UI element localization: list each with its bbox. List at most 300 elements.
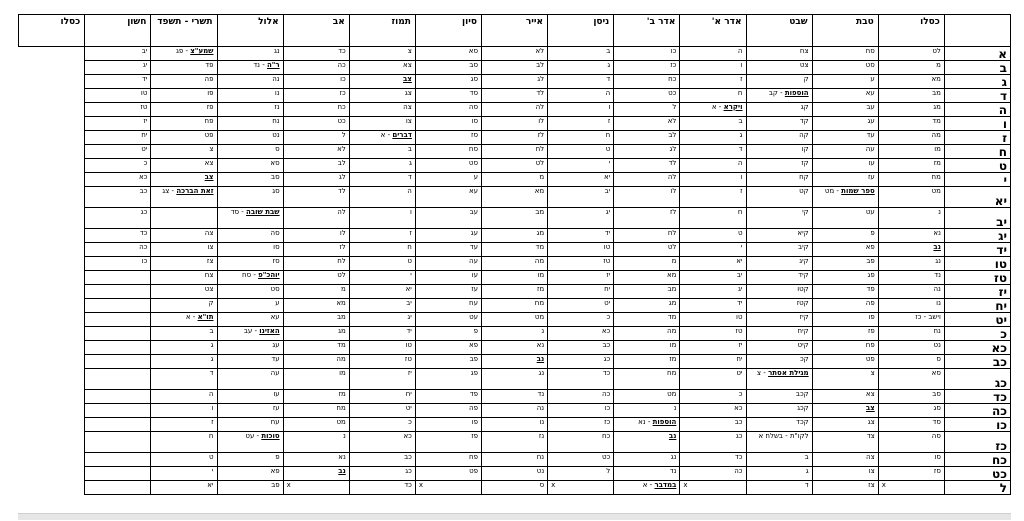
table-cell: ק [746, 75, 812, 89]
table-cell: כא [85, 173, 151, 187]
table-cell: נד [878, 271, 944, 285]
table-cell: מו [878, 145, 944, 159]
table-cell: הוספות - נא [614, 418, 680, 432]
table-cell: ה [349, 187, 415, 208]
table-cell: י [680, 243, 746, 257]
day-label: ו [944, 117, 1010, 131]
table-cell: פז [151, 103, 217, 117]
table-cell: מט [482, 313, 548, 327]
table-cell: טו [548, 243, 614, 257]
table-cell: עז [415, 285, 481, 299]
table-cell: ג [151, 355, 217, 369]
table-cell: צז [151, 257, 217, 271]
header-row [19, 15, 1011, 47]
table-cell: סה [217, 229, 283, 243]
table-cell: מג [878, 103, 944, 117]
table-cell: נ [878, 208, 944, 229]
horizontal-scrollbar[interactable] [18, 513, 1011, 520]
table-cell: פו [415, 418, 481, 432]
table-cell: פו [812, 313, 878, 327]
table-cell: כט [283, 117, 349, 131]
table-cell: סא [415, 47, 481, 61]
table-cell: x [680, 481, 746, 495]
table-cell: יא [680, 257, 746, 271]
table-cell: יד [548, 229, 614, 243]
table-cell: סב [217, 173, 283, 187]
table-cell [151, 208, 217, 229]
table-cell: צט [151, 285, 217, 299]
month-header: תמוז [349, 15, 415, 47]
table-cell: כא [349, 432, 415, 453]
table-cell: כד [680, 453, 746, 467]
table-cell: ד [548, 75, 614, 89]
table-row [19, 75, 1011, 89]
table-cell: יב [85, 47, 151, 61]
table-cell: צ [349, 47, 415, 61]
table-cell: כד [349, 481, 415, 495]
table-cell: צה [349, 103, 415, 117]
table-cell: נז [482, 432, 548, 453]
table-cell: פו [151, 89, 217, 103]
table-cell: כא [548, 327, 614, 341]
day-label: כט [944, 467, 1010, 481]
table-row [19, 208, 1011, 229]
table-cell: ס [217, 145, 283, 159]
table-cell: קיט [746, 341, 812, 355]
table-row [19, 481, 1011, 495]
table-cell: נט [878, 341, 944, 355]
table-cell: נה [878, 285, 944, 299]
table-cell: מד [614, 313, 680, 327]
table-row [19, 243, 1011, 257]
corner-header [944, 15, 1010, 47]
month-header: ניסן [548, 15, 614, 47]
table-cell: מה [878, 131, 944, 145]
table-cell: עו [415, 271, 481, 285]
day-label: כז [944, 432, 1010, 453]
table-cell: לא [614, 117, 680, 131]
table-cell: נד [614, 467, 680, 481]
table-cell: עז [812, 173, 878, 187]
table-cell: ט [548, 145, 614, 159]
table-cell: נב [878, 243, 944, 257]
table-cell: לג [614, 145, 680, 159]
table-cell: לז [614, 208, 680, 229]
table-cell: מח [614, 369, 680, 390]
table-cell: יא [151, 481, 217, 495]
table-cell: קכ [746, 355, 812, 369]
table-cell: כד [548, 369, 614, 390]
day-label: ז [944, 131, 1010, 145]
table-cell: מג [482, 229, 548, 243]
table-row [19, 432, 1011, 453]
table-cell: כט [548, 453, 614, 467]
table-cell: יג [349, 313, 415, 327]
table-cell: קו [746, 145, 812, 159]
table-cell: נח [217, 117, 283, 131]
table-cell: פג [415, 369, 481, 390]
table-cell: נג [614, 453, 680, 467]
table-cell: סו [217, 243, 283, 257]
table-cell: ק [151, 299, 217, 313]
table-cell: ז [680, 187, 746, 208]
table-cell: יז [85, 117, 151, 131]
table-row [19, 173, 1011, 187]
table-cell: נח [878, 327, 944, 341]
table-cell: קטז [746, 299, 812, 313]
table-cell: י [349, 271, 415, 285]
table-cell: ו [680, 61, 746, 75]
table-cell: קיח [746, 327, 812, 341]
day-label: א [944, 47, 1010, 61]
table-cell: מה [482, 257, 548, 271]
table-cell: לא [482, 47, 548, 61]
table-cell: צח [151, 271, 217, 285]
table-cell: יב [548, 187, 614, 208]
table-cell: נט [482, 467, 548, 481]
table-cell: לקו"ת - בשלח א [746, 432, 812, 453]
table-row [19, 103, 1011, 117]
table-cell: כג [85, 208, 151, 229]
table-cell [85, 271, 151, 285]
table-cell: סא [217, 159, 283, 173]
table-cell: ו [349, 208, 415, 229]
table-cell: לה [283, 208, 349, 229]
table-cell: x [283, 481, 349, 495]
table-cell: עא [812, 89, 878, 103]
table-cell: סא [878, 369, 944, 390]
table-cell: לד [482, 89, 548, 103]
table-cell: מד [482, 243, 548, 257]
table-cell: ח [349, 243, 415, 257]
table-cell: כד [85, 229, 151, 243]
table-cell: כב [680, 418, 746, 432]
table-row [19, 61, 1011, 75]
day-label: יב [944, 208, 1010, 229]
day-label: כו [944, 418, 1010, 432]
table-cell: כב [85, 187, 151, 208]
table-cell: יט [349, 404, 415, 418]
table-cell: צ [812, 369, 878, 390]
table-cell: עה [812, 145, 878, 159]
table-cell: לח [283, 257, 349, 271]
table-cell: יוהכ"פ - סח [217, 271, 283, 285]
table-cell: נט [217, 131, 283, 145]
table-cell: ג [548, 61, 614, 75]
table-cell: x [548, 481, 614, 495]
table-cell: מ [878, 61, 944, 75]
table-cell: לח [614, 229, 680, 243]
table-cell: כז [614, 61, 680, 75]
table-cell: נג [217, 47, 283, 61]
table-cell: מז [482, 285, 548, 299]
table-cell: סו [415, 117, 481, 131]
table-row [19, 355, 1011, 369]
table-cell: מט [283, 418, 349, 432]
table-cell: כד [283, 47, 349, 61]
table-cell: פד [415, 390, 481, 404]
table-cell: צא [812, 390, 878, 404]
table-cell: יז [680, 341, 746, 355]
table-cell: פח [812, 341, 878, 355]
table-cell [85, 355, 151, 369]
table-cell: פא [217, 467, 283, 481]
table-cell: ויקרא - א [680, 103, 746, 117]
table-cell: יח [85, 131, 151, 145]
table-cell [85, 404, 151, 418]
table-cell: נה [482, 404, 548, 418]
table-cell: פח [415, 453, 481, 467]
table-cell: לו [482, 117, 548, 131]
table-cell: פט [812, 355, 878, 369]
table-cell: עה [415, 257, 481, 271]
day-label: יח [944, 299, 1010, 313]
table-cell: יג [548, 208, 614, 229]
table-cell: יב [349, 299, 415, 313]
table-cell: ב [151, 327, 217, 341]
table-cell: פה [415, 404, 481, 418]
table-cell: מב [614, 285, 680, 299]
table-cell: ג [680, 131, 746, 145]
table-cell: כו [548, 404, 614, 418]
table-cell: מ [283, 285, 349, 299]
table-cell [85, 432, 151, 453]
table-cell: סד [415, 89, 481, 103]
table-cell: סג [217, 187, 283, 208]
table-cell: ה [680, 159, 746, 173]
table-cell: צא [349, 61, 415, 75]
table-cell: כג [349, 467, 415, 481]
month-header: אייר [482, 15, 548, 47]
day-label: יג [944, 229, 1010, 243]
day-label: כג [944, 369, 1010, 390]
day-label: יד [944, 243, 1010, 257]
table-cell: זאת הברכה - צג [151, 187, 217, 208]
table-cell: ס [482, 481, 548, 495]
month-header: אב [283, 15, 349, 47]
table-cell: פט [151, 131, 217, 145]
table-cell: פה [151, 75, 217, 89]
table-cell: קיג [746, 257, 812, 271]
table-cell: עו [217, 390, 283, 404]
table-cell: יז [349, 369, 415, 390]
table-cell: נג [482, 369, 548, 390]
table-cell: ח [680, 208, 746, 229]
day-label: ח [944, 145, 1010, 159]
table-row [19, 390, 1011, 404]
table-cell [85, 390, 151, 404]
table-cell: מגילת אסתר - צ [746, 369, 812, 390]
table-cell: כז [548, 418, 614, 432]
table-cell: פ [217, 453, 283, 467]
table-cell: סה [415, 103, 481, 117]
table-cell: צא [151, 159, 217, 173]
table-cell: ח [680, 89, 746, 103]
table-cell: קט [746, 187, 812, 208]
table-cell: כה [283, 61, 349, 75]
table-cell: מח [482, 299, 548, 313]
table-cell: וישב - כז [878, 313, 944, 327]
table-row [19, 131, 1011, 145]
table-cell: לה [614, 173, 680, 187]
table-cell: שבת שובה - סד [217, 208, 283, 229]
table-cell: מב [283, 313, 349, 327]
table-cell: סט [415, 159, 481, 173]
table-row [19, 187, 1011, 208]
table-cell: פב [415, 355, 481, 369]
table-cell: עח [415, 299, 481, 313]
table-cell: טו [349, 341, 415, 355]
table-cell [85, 299, 151, 313]
table-cell: סג [878, 404, 944, 418]
table-cell: מב [878, 89, 944, 103]
table-row [19, 145, 1011, 159]
table-cell: יח [349, 390, 415, 404]
table-cell: סט [812, 61, 878, 75]
table-cell: יא [349, 285, 415, 299]
table-cell: ג [746, 467, 812, 481]
table-cell: כ [548, 313, 614, 327]
day-label: יא [944, 187, 1010, 208]
table-cell: ד [680, 145, 746, 159]
table-cell: נו [482, 418, 548, 432]
table-cell: ה [680, 47, 746, 61]
table-cell: פז [812, 327, 878, 341]
table-cell: ב [548, 47, 614, 61]
table-cell: מו [482, 271, 548, 285]
table-cell: ד [151, 369, 217, 390]
table-cell: קג [746, 103, 812, 117]
table-cell: סז [415, 131, 481, 145]
table-cell: צה [151, 229, 217, 243]
table-cell: ד [349, 173, 415, 187]
day-label: כד [944, 390, 1010, 404]
table-cell: לה [482, 103, 548, 117]
table-cell: טז [85, 103, 151, 117]
table-cell: כ [349, 418, 415, 432]
day-label: כב [944, 355, 1010, 369]
table-cell: יח [680, 355, 746, 369]
table-cell: עד [812, 131, 878, 145]
table-cell: מה [614, 327, 680, 341]
table-cell: לז [482, 131, 548, 145]
table-cell: נו [878, 299, 944, 313]
table-cell: מו [283, 369, 349, 390]
table-cell: כה [548, 390, 614, 404]
table-cell: צו [151, 243, 217, 257]
table-row [19, 369, 1011, 390]
table-cell: י [151, 467, 217, 481]
table-cell: צב [151, 173, 217, 187]
day-label: ל [944, 481, 1010, 495]
table-row [19, 117, 1011, 131]
table-cell: צז [812, 481, 878, 495]
table-cell: לג [283, 173, 349, 187]
table-cell: ל [614, 103, 680, 117]
table-cell: יז [548, 271, 614, 285]
day-label: ד [944, 89, 1010, 103]
table-cell: לב [482, 61, 548, 75]
table-cell: ז [151, 418, 217, 432]
table-cell: סז [878, 467, 944, 481]
table-cell: מה [283, 355, 349, 369]
table-cell: קכג [746, 404, 812, 418]
table-cell: ט [151, 453, 217, 467]
table-cell: צב [349, 75, 415, 89]
table-row [19, 271, 1011, 285]
table-cell: יג [85, 61, 151, 75]
table-cell [85, 369, 151, 390]
month-header: חשון [85, 15, 151, 47]
table-cell: ו [680, 173, 746, 187]
table-row [19, 47, 1011, 61]
table-cell: לב [283, 159, 349, 173]
table-cell: פב [812, 257, 878, 271]
table-cell: x [415, 481, 481, 495]
day-label: י [944, 173, 1010, 187]
table-cell: נ [482, 327, 548, 341]
table-cell: קח [746, 173, 812, 187]
table-cell: עד [415, 243, 481, 257]
table-cell: כב [349, 453, 415, 467]
table-row [19, 418, 1011, 432]
month-header: אלול [217, 15, 283, 47]
table-cell: סב [415, 61, 481, 75]
table-cell [85, 285, 151, 299]
table-cell: פא [812, 243, 878, 257]
table-cell: מז [614, 355, 680, 369]
table-cell: יא [548, 173, 614, 187]
table-cell: סח [415, 145, 481, 159]
table-cell: לו [614, 187, 680, 208]
table-cell: עג [217, 341, 283, 355]
table-cell: פב [217, 481, 283, 495]
table-cell: לט [878, 47, 944, 61]
table-cell: ל [548, 467, 614, 481]
table-cell: קיב [746, 243, 812, 257]
month-header: טבת [812, 15, 878, 47]
table-row [19, 229, 1011, 243]
month-header: כסלו [878, 15, 944, 47]
table-cell: ר"ה - נד [217, 61, 283, 75]
table-cell: לט [614, 243, 680, 257]
table-cell: ה [548, 89, 614, 103]
month-header: תשרי - תשפד [151, 15, 217, 47]
table-cell: ז [349, 229, 415, 243]
table-cell: עט [415, 313, 481, 327]
table-cell: מא [878, 75, 944, 89]
table-cell [85, 481, 151, 495]
table-cell: מד [283, 341, 349, 355]
table-cell: מג [283, 327, 349, 341]
table-cell: נב [283, 467, 349, 481]
table-cell: סג [415, 75, 481, 89]
table-cell: נח [482, 453, 548, 467]
table-cell: עב [812, 103, 878, 117]
table-cell: פג [812, 271, 878, 285]
table-cell: קטו [746, 285, 812, 299]
day-label: כה [944, 404, 1010, 418]
table-cell: עז [217, 404, 283, 418]
day-label: ט [944, 159, 1010, 173]
table-cell: במדבר - א [614, 481, 680, 495]
table-row [19, 313, 1011, 327]
table-cell: טז [680, 327, 746, 341]
table-row [19, 341, 1011, 355]
day-label: כח [944, 453, 1010, 467]
table-cell: ספר שמות - מט [812, 187, 878, 208]
table-row [19, 89, 1011, 103]
